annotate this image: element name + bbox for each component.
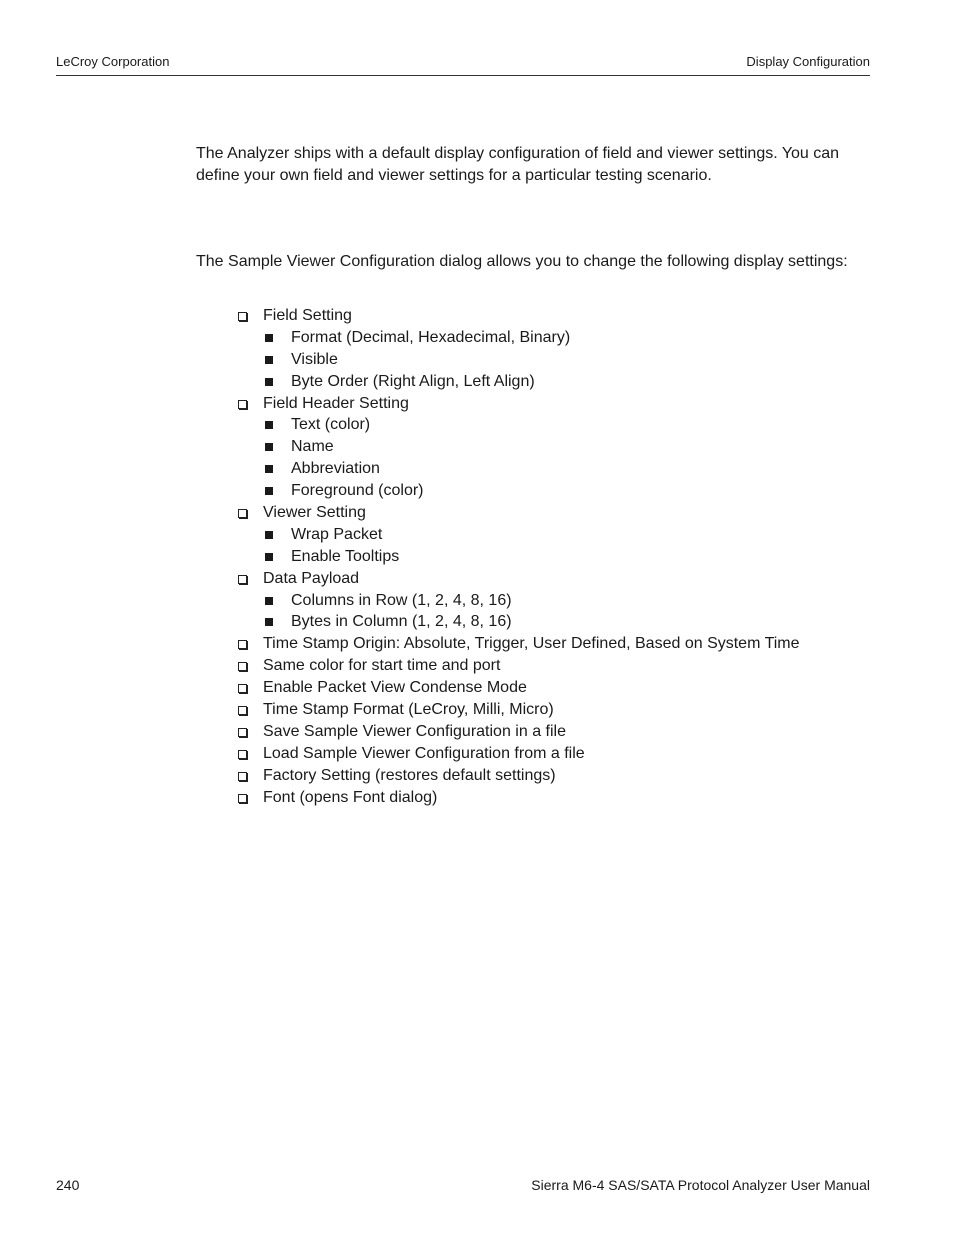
list-subitem-label: Byte Order (Right Align, Left Align) — [291, 372, 535, 390]
list-item-label: Enable Packet View Condense Mode — [263, 679, 527, 697]
list-item-label: Factory Setting (restores default settings) — [263, 766, 556, 784]
checkbox-bullet-icon — [238, 750, 247, 759]
list-subitem — [236, 349, 800, 371]
list-subitem-label: Enable Tooltips — [291, 547, 400, 565]
square-bullet-icon — [265, 334, 273, 342]
list-subitem-label: Visible — [291, 350, 338, 368]
list-item — [236, 699, 800, 721]
list-item-label: Time Stamp Origin: Absolute, Trigger, User Defined, Based on System Time — [263, 635, 800, 653]
list-subitem — [236, 436, 800, 458]
list-subitem — [236, 458, 800, 480]
square-bullet-icon — [265, 487, 273, 495]
checkbox-bullet-icon — [238, 509, 247, 518]
list-item-label: Font (opens Font dialog) — [263, 788, 438, 806]
list-subitem — [236, 611, 800, 633]
list-subitem-label: Foreground (color) — [291, 482, 424, 500]
square-bullet-icon — [265, 531, 273, 539]
square-bullet-icon — [265, 443, 273, 451]
checkbox-bullet-icon — [238, 400, 247, 409]
list-item — [236, 393, 800, 415]
square-bullet-icon — [265, 465, 273, 473]
square-bullet-icon — [265, 356, 273, 364]
list-subitem — [236, 371, 800, 393]
list-item-label: Same color for start time and port — [263, 657, 501, 675]
manual-title: Sierra M6-4 SAS/SATA Protocol Analyzer User Manual — [531, 1177, 870, 1193]
list-item — [236, 655, 800, 677]
list-item — [236, 633, 800, 655]
square-bullet-icon — [265, 553, 273, 561]
list-item-label: Field Setting — [263, 307, 352, 324]
list-subitem-label: Name — [291, 438, 334, 456]
checkbox-bullet-icon — [238, 772, 247, 781]
list-subitem — [236, 414, 800, 436]
square-bullet-icon — [265, 597, 273, 605]
list-subitem — [236, 546, 800, 568]
list-subitem — [236, 524, 800, 546]
checkbox-bullet-icon — [238, 684, 247, 693]
square-bullet-icon — [265, 378, 273, 386]
dialog-description-paragraph: The Sample Viewer Configuration dialog allows you to change the following display settings: — [196, 253, 848, 270]
square-bullet-icon — [265, 421, 273, 429]
list-item — [236, 305, 800, 327]
checkbox-bullet-icon — [238, 728, 247, 737]
list-subitem-label: Text (color) — [291, 416, 371, 434]
header-company: LeCroy Corporation — [56, 54, 170, 69]
list-subitem-label: Wrap Packet — [291, 525, 383, 543]
list-item — [236, 765, 800, 787]
page-header — [56, 53, 870, 76]
header-section-title: Display Configuration — [746, 54, 870, 69]
intro-paragraph: The Analyzer ships with a default display configuration of field and viewer settings. You can define your own field and viewer settings for a particular testing scenario. — [196, 145, 840, 184]
list-subitem — [236, 327, 800, 349]
square-bullet-icon — [265, 618, 273, 626]
list-item-label: Field Header Setting — [263, 394, 409, 412]
list-item-label: Data Payload — [263, 569, 360, 587]
checkbox-bullet-icon — [238, 575, 247, 584]
list-item — [236, 743, 800, 765]
list-subitem — [236, 590, 800, 612]
list-item-label: Time Stamp Format (LeCroy, Milli, Micro) — [263, 701, 554, 719]
list-item-label: Viewer Setting — [263, 504, 366, 522]
list-item — [236, 721, 800, 743]
list-subitem — [236, 480, 800, 502]
list-subitem-label: Format (Decimal, Hexadecimal, Binary) — [291, 328, 571, 346]
checkbox-bullet-icon — [238, 312, 247, 321]
list-item-label: Save Sample Viewer Configuration in a file — [263, 722, 566, 740]
list-item — [236, 502, 800, 524]
list-subitem-label: Bytes in Column (1, 2, 4, 8, 16) — [291, 613, 512, 631]
checkbox-bullet-icon — [238, 706, 247, 715]
list-item — [236, 568, 800, 590]
list-item-label: Load Sample Viewer Configuration from a file — [263, 744, 585, 762]
checkbox-bullet-icon — [238, 640, 247, 649]
checkbox-bullet-icon — [238, 662, 247, 671]
list-item — [236, 677, 800, 699]
page-number: 240 — [56, 1177, 80, 1193]
list-subitem-label: Abbreviation — [291, 460, 380, 478]
list-item — [236, 787, 800, 809]
checkbox-bullet-icon — [238, 794, 247, 803]
list-subitem-label: Columns in Row (1, 2, 4, 8, 16) — [291, 591, 512, 609]
settings-list — [236, 305, 800, 808]
